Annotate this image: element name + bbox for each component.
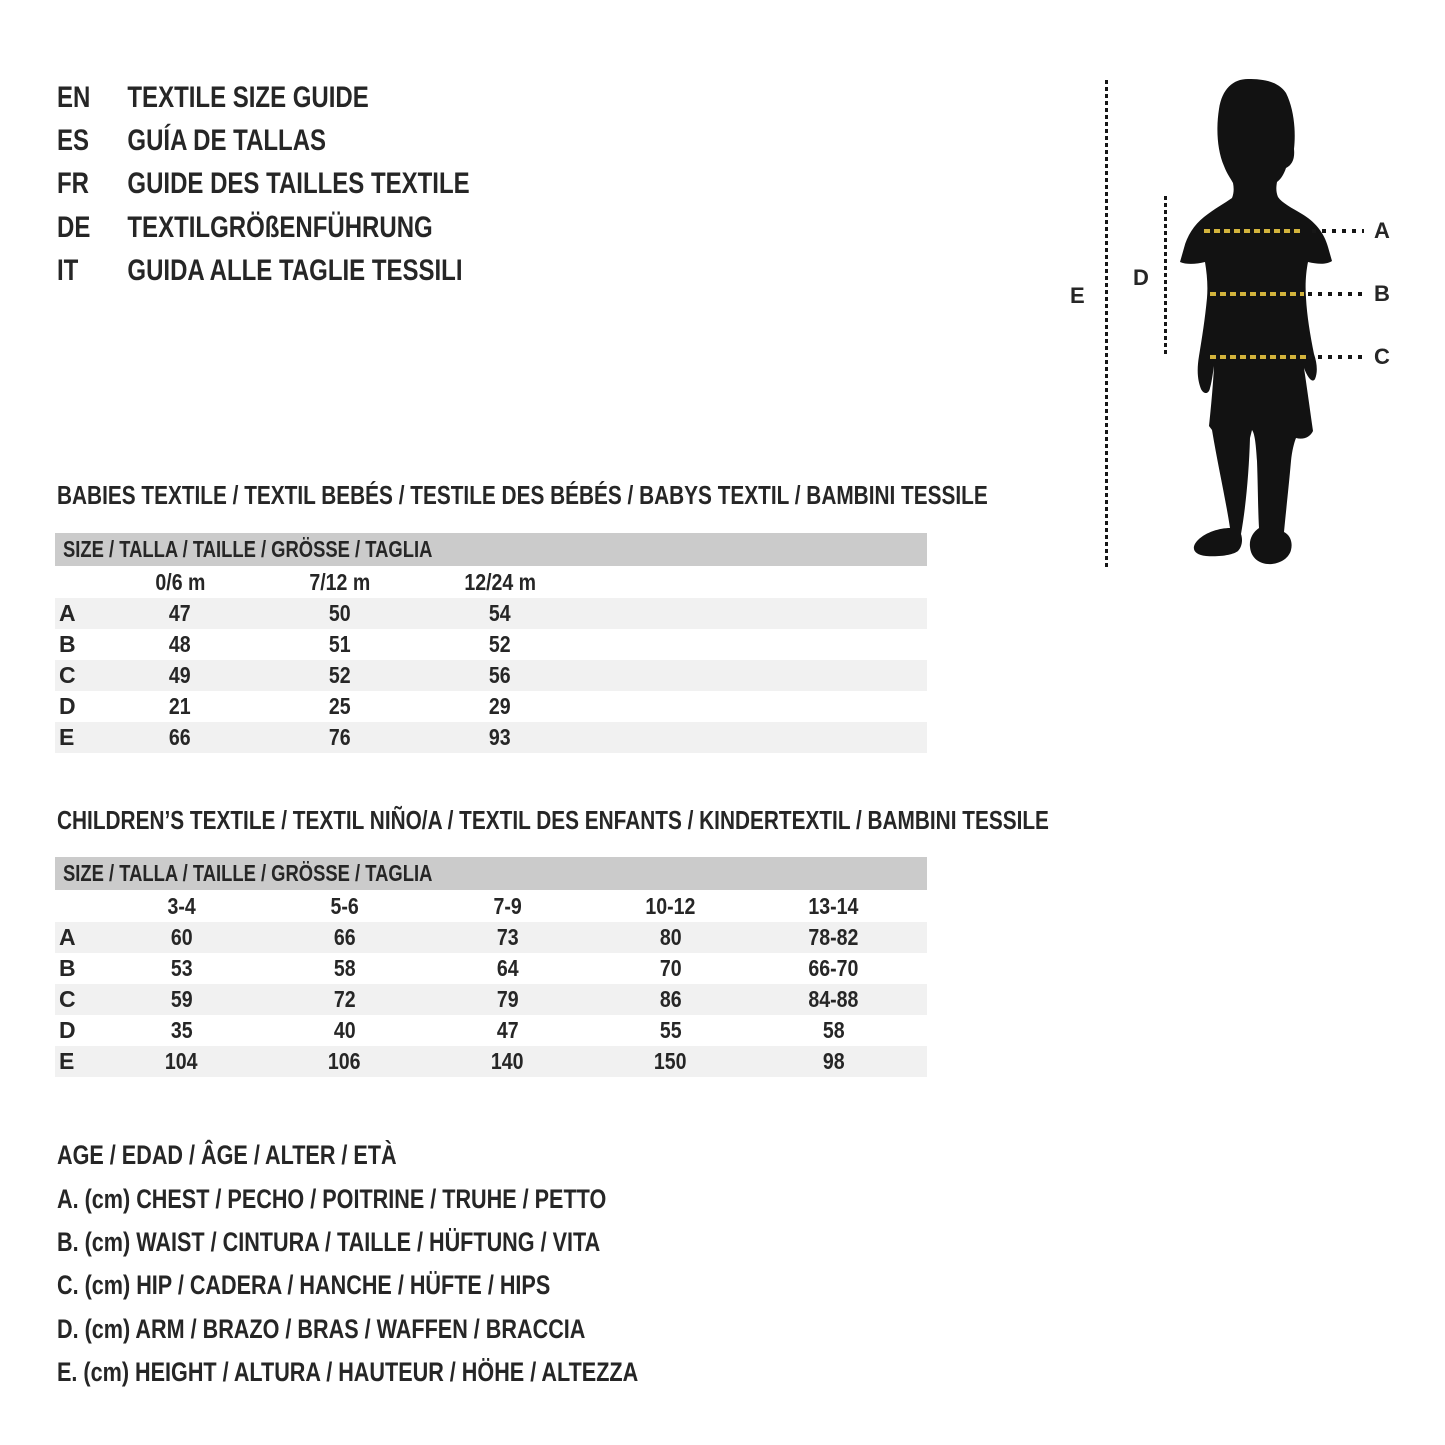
row-label: C — [59, 662, 76, 688]
children-section-title: CHILDREN’S TEXTILE / TEXTIL NIÑO/A / TEXTIL DES ENFANTS / KINDERTEXTIL / BAMBINI TESSILE — [57, 805, 1049, 835]
column-header: 13-14 — [808, 892, 859, 919]
table-cell: 47 — [169, 600, 191, 626]
column-header: 12/24 m — [464, 568, 536, 595]
table-row — [55, 922, 927, 953]
table-cell: 79 — [496, 986, 519, 1012]
table-cell: 66 — [333, 924, 356, 950]
table-column-headers — [55, 566, 927, 598]
table-cell: 58 — [822, 1017, 845, 1043]
language-row-fr — [57, 169, 573, 199]
table-cell: 25 — [329, 693, 351, 719]
language-code: DE — [57, 211, 91, 244]
language-row-it — [57, 256, 564, 286]
table-cell: 50 — [329, 600, 351, 626]
table-row — [55, 598, 927, 629]
language-title: GUIDA ALLE TAGLIE TESSILI — [127, 254, 463, 287]
column-header: 7/12 m — [309, 568, 371, 595]
table-cell: 66-70 — [808, 955, 859, 981]
table-cell: 86 — [659, 986, 682, 1012]
legend-waist-line: B. (cm) WAIST / CINTURA / TAILLE / HÜFTUNG / VITA — [57, 1227, 601, 1257]
language-code: FR — [57, 167, 89, 200]
table-cell: 78-82 — [808, 924, 859, 950]
legend-height-line: E. (cm) HEIGHT / ALTURA / HAUTEUR / HÖHE / ALTEZZA — [57, 1357, 639, 1387]
legend-hip-line: C. (cm) HIP / CADERA / HANCHE / HÜFTE / HIPS — [57, 1270, 551, 1300]
language-title: TEXTILGRÖßENFÜHRUNG — [127, 211, 433, 244]
table-row — [55, 953, 927, 984]
table-cell: 150 — [654, 1048, 687, 1074]
language-code: EN — [57, 81, 91, 114]
language-title: TEXTILE SIZE GUIDE — [127, 81, 369, 114]
language-row-en — [57, 83, 447, 113]
table-cell: 106 — [328, 1048, 361, 1074]
row-label: B — [59, 955, 76, 981]
table-cell: 53 — [170, 955, 193, 981]
table-cell: 59 — [170, 986, 193, 1012]
language-row-es — [57, 126, 393, 156]
table-row — [55, 629, 927, 660]
table-cell: 55 — [659, 1017, 682, 1043]
table-row — [55, 722, 927, 753]
table-cell: 64 — [496, 955, 519, 981]
language-title: GUÍA DE TALLAS — [127, 124, 327, 157]
language-row-de — [57, 213, 527, 243]
table-row — [55, 1015, 927, 1046]
table-cell: 104 — [165, 1048, 198, 1074]
table-cell: 66 — [169, 724, 191, 750]
figure-label-e: E — [1070, 283, 1085, 308]
row-label: B — [59, 631, 76, 657]
legend-age-line: AGE / EDAD / ÂGE / ALTER / ETÀ — [57, 1140, 397, 1170]
table-cell: 54 — [489, 600, 511, 626]
table-row — [55, 1046, 927, 1077]
table-cell: 72 — [333, 986, 356, 1012]
babies-section-title: BABIES TEXTILE / TEXTIL BEBÉS / TESTILE DES BÉBÉS / BABYS TEXTIL / BAMBINI TESSILE — [57, 480, 988, 510]
waist-measure-line-b — [1210, 292, 1304, 296]
row-label: A — [59, 924, 76, 950]
column-header: 10-12 — [645, 892, 696, 919]
language-code: ES — [57, 124, 90, 157]
table-cell: 98 — [822, 1048, 845, 1074]
legend-chest-line: A. (cm) CHEST / PECHO / POITRINE / TRUHE / PETTO — [57, 1184, 607, 1214]
table-row — [55, 660, 927, 691]
table-column-headers — [55, 890, 927, 922]
table-cell: 140 — [491, 1048, 524, 1074]
table-row — [55, 691, 927, 722]
row-label: E — [59, 1048, 75, 1074]
size-header-label: SIZE / TALLA / TAILLE / GRÖSSE / TAGLIA — [63, 536, 433, 562]
chest-measure-line-a — [1204, 229, 1304, 233]
figure-label-c: C — [1374, 344, 1390, 369]
row-label: A — [59, 600, 76, 626]
row-label: D — [59, 693, 76, 719]
waist-measure-leader-b — [1308, 292, 1364, 296]
table-cell: 52 — [489, 631, 511, 657]
figure-label-d: D — [1133, 265, 1149, 290]
column-header: 3-4 — [167, 892, 196, 919]
table-header — [55, 857, 927, 890]
table-cell: 29 — [489, 693, 511, 719]
table-header — [55, 533, 927, 566]
size-header-label: SIZE / TALLA / TAILLE / GRÖSSE / TAGLIA — [63, 860, 433, 886]
language-title: GUIDE DES TAILLES TEXTILE — [127, 167, 470, 200]
column-header: 0/6 m — [154, 568, 205, 595]
table-cell: 70 — [659, 955, 682, 981]
figure-label-a: A — [1374, 218, 1390, 243]
table-cell: 60 — [170, 924, 193, 950]
babies-size-table — [55, 533, 927, 753]
hip-measure-leader-c — [1308, 355, 1364, 359]
table-row — [55, 984, 927, 1015]
table-cell: 21 — [169, 693, 191, 719]
table-cell: 49 — [169, 662, 191, 688]
table-cell: 56 — [489, 662, 511, 688]
table-cell: 48 — [169, 631, 191, 657]
hip-measure-line-c — [1210, 355, 1306, 359]
table-cell: 51 — [329, 631, 351, 657]
column-header: 7-9 — [493, 892, 522, 919]
table-cell: 58 — [333, 955, 356, 981]
row-label: D — [59, 1017, 76, 1043]
row-label: C — [59, 986, 76, 1012]
language-code: IT — [57, 254, 79, 287]
table-cell: 35 — [170, 1017, 193, 1043]
table-cell: 73 — [496, 924, 519, 950]
table-cell: 52 — [329, 662, 351, 688]
row-label: E — [59, 724, 75, 750]
table-cell: 76 — [329, 724, 351, 750]
children-size-table — [55, 857, 927, 1077]
legend-arm-line: D. (cm) ARM / BRAZO / BRAS / WAFFEN / BRACCIA — [57, 1314, 586, 1344]
figure-label-b: B — [1374, 281, 1390, 306]
arm-measure-line-d — [1164, 196, 1167, 354]
table-cell: 47 — [496, 1017, 519, 1043]
column-header: 5-6 — [330, 892, 359, 919]
table-cell: 80 — [659, 924, 682, 950]
table-cell: 84-88 — [808, 986, 859, 1012]
table-cell: 40 — [333, 1017, 356, 1043]
table-cell: 93 — [489, 724, 511, 750]
chest-measure-leader-a — [1312, 229, 1364, 233]
